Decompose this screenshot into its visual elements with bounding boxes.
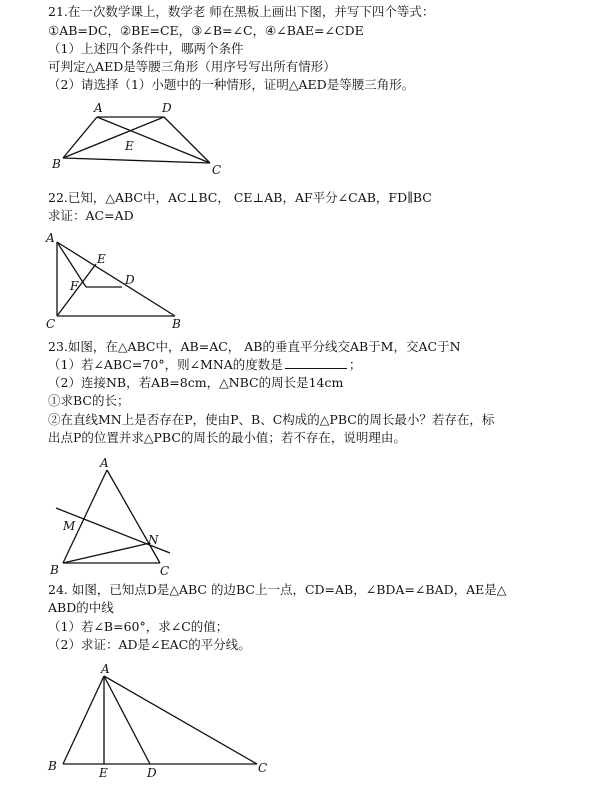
p24-statement: 24. 如图，已知点D是△ABC 的边BC上一点，CD=AB，∠BDA=∠BAD，AE是△ bbox=[48, 582, 507, 597]
p23-label-b: B bbox=[50, 563, 59, 577]
p22-statement: 22.已知，△ABC中，AC⊥BC， CE⊥AB，AF平分∠CAB，FD∥BC bbox=[48, 190, 432, 205]
p23-question-1-text: （1）若∠ABC=70°，则∠MNA的度数是 bbox=[48, 357, 283, 372]
p24-question-1: （1）若∠B=60°，求∠C的值； bbox=[48, 619, 229, 634]
p22-label-d: D bbox=[125, 273, 135, 287]
p23-statement: 23.如图，在△ABC中，AB=AC， AB的垂直平分线交AB于M，交AC于N bbox=[48, 339, 461, 354]
p22-label-b: B bbox=[172, 317, 181, 331]
p24-question-2: （2）求证：AD是∠EAC的平分线。 bbox=[48, 637, 251, 652]
p23-label-m: M bbox=[63, 519, 76, 533]
p21-label-e: E bbox=[125, 139, 134, 153]
p23-subquestion-1: ①求BC的长； bbox=[48, 393, 130, 408]
p24-label-d: D bbox=[147, 766, 157, 780]
p21-question-1-cont: 可判定△AED是等腰三角形（用序号写出所有情形） bbox=[48, 59, 336, 74]
p23-question-2: （2）连接NB，若AB=8cm，△NBC的周长是14cm bbox=[48, 375, 344, 390]
p21-label-a: A bbox=[94, 101, 103, 115]
p24-segment-ab bbox=[63, 676, 104, 764]
p21-question-1: （1）上述四个条件中，哪两个条件 bbox=[48, 41, 244, 56]
p21-label-c: C bbox=[212, 163, 222, 177]
p23-label-n: N bbox=[148, 533, 159, 547]
p24-label-e: E bbox=[99, 766, 108, 780]
p23-subquestion-2: ②在直线MN上是否存在P，使由P、B、C构成的△PBC的周长最小？若存在，标 bbox=[48, 412, 495, 427]
p21-question-2: （2）请选择（1）小题中的一种情形，证明△AED是等腰三角形。 bbox=[48, 77, 415, 92]
p23-question-1-end: ； bbox=[348, 357, 362, 372]
p24-statement-cont: ABD的中线 bbox=[48, 600, 114, 615]
p23-label-a: A bbox=[100, 456, 109, 470]
p24-label-c: C bbox=[258, 761, 268, 775]
p23-label-c: C bbox=[160, 564, 170, 578]
p22-label-e: E bbox=[97, 252, 106, 266]
p23-subquestion-2-cont: 出点P的位置并求△PBC的周长的最小值；若不存在，说明理由。 bbox=[48, 430, 406, 445]
p22-proof-goal: 求证：AC=AD bbox=[48, 208, 134, 223]
p21-statement: 21.在一次数学课上，数学老 师在黑板上画出下图，并写下四个等式： bbox=[48, 4, 435, 19]
p22-label-c: C bbox=[46, 317, 56, 331]
p21-label-b: B bbox=[52, 157, 61, 171]
p21-conditions: ①AB=DC，②BE=CE，③∠B=∠C，④∠BAE=∠CDE bbox=[48, 23, 364, 38]
p21-label-d: D bbox=[162, 101, 172, 115]
p22-label-f: F bbox=[70, 279, 79, 293]
p24-label-b: B bbox=[48, 759, 57, 773]
p22-label-a: A bbox=[46, 231, 55, 245]
p24-label-a: A bbox=[101, 662, 110, 676]
